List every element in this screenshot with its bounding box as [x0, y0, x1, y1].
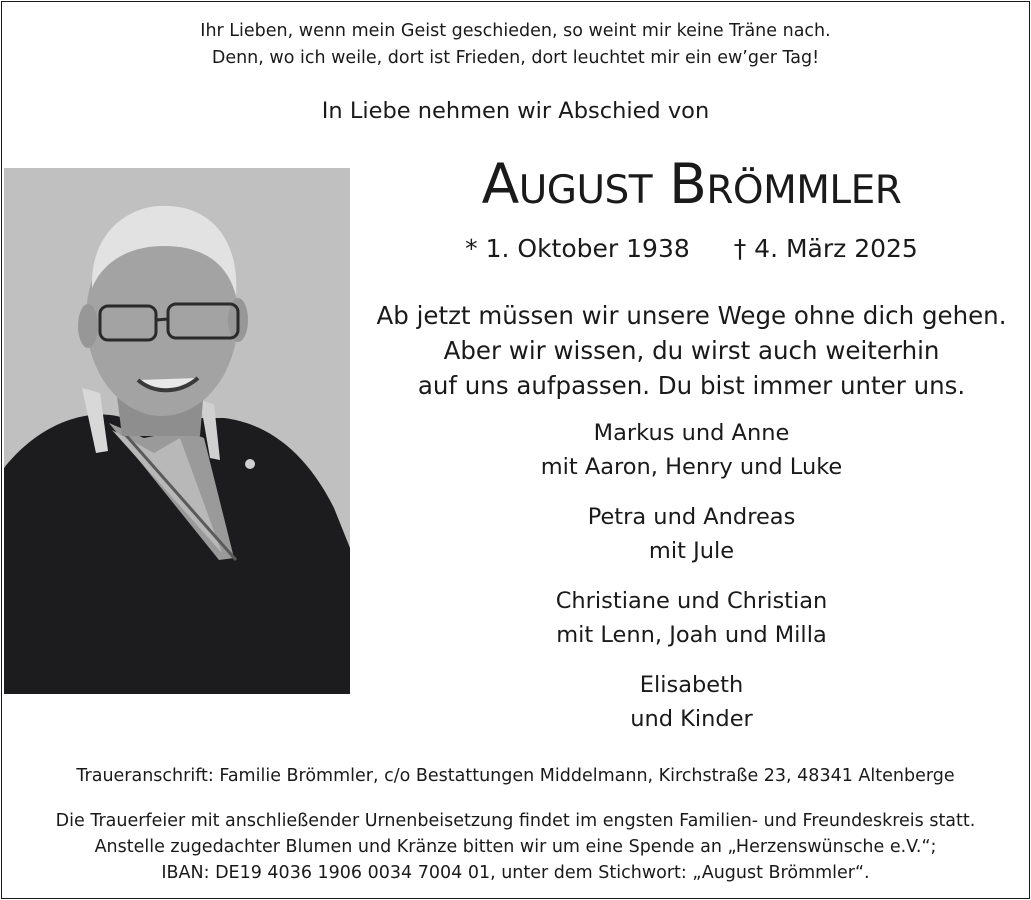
family-line: Petra und Andreas	[587, 504, 796, 530]
family-line: mit Aaron, Henry und Luke	[540, 454, 843, 480]
obituary-notice	[1, 1, 1030, 899]
family-line: Christiane und Christian	[555, 588, 828, 614]
portrait-illustration	[4, 168, 350, 694]
verse-line: Ihr Lieben, wenn mein Geist geschieden, so weint mir keine Träne nach.	[200, 21, 831, 41]
quote-line: Aber wir wissen, du wirst auch weiterhin	[443, 336, 940, 365]
family-line: Markus und Anne	[593, 420, 790, 446]
family-line: Elisabeth	[639, 672, 744, 698]
notice-line: IBAN: DE19 4036 1906 0034 7004 01, unter dem Stichwort: „August Brömmler“.	[161, 863, 870, 883]
family-line: und Kinder	[630, 706, 753, 732]
portrait-photo	[4, 168, 350, 694]
mourning-address: Traueranschrift: Familie Brömmler, c/o Bestattungen Middelmann, Kirchstraße 23, 48341 Altenberge	[76, 766, 955, 786]
birth-date: * 1. Oktober 1938	[465, 234, 690, 263]
family-line: mit Lenn, Joah und Milla	[556, 622, 827, 648]
family-group	[354, 416, 1029, 484]
life-dates	[354, 234, 1029, 263]
notice-line: Die Trauerfeier mit anschließender Urnenbeisetzung findet im engsten Familien- und Freundeskreis statt.	[55, 811, 976, 831]
family-group	[354, 584, 1029, 652]
deceased-name: August Brömmler	[481, 152, 902, 216]
death-date: † 4. März 2025	[733, 234, 918, 263]
verse-line: Denn, wo ich weile, dort ist Frieden, dort leuchtet mir ein ew’ger Tag!	[211, 48, 820, 68]
quote-line: Ab jetzt müssen wir unsere Wege ohne dich gehen.	[376, 301, 1007, 330]
family-group	[354, 500, 1029, 568]
funeral-notice	[2, 808, 1029, 886]
family-group	[354, 668, 1029, 736]
notice-line: Anstelle zugedachter Blumen und Kränze bitten wir um eine Spende an „Herzenswünsche e.V.“;	[94, 837, 937, 857]
family-line: mit Jule	[648, 538, 735, 564]
memorial-verse	[2, 18, 1029, 72]
quote-line: auf uns aufpassen. Du bist immer unter uns.	[417, 371, 966, 400]
farewell-quote	[354, 298, 1029, 403]
mourners-list	[354, 416, 1029, 752]
intro-line: In Liebe nehmen wir Abschied von	[321, 98, 710, 124]
